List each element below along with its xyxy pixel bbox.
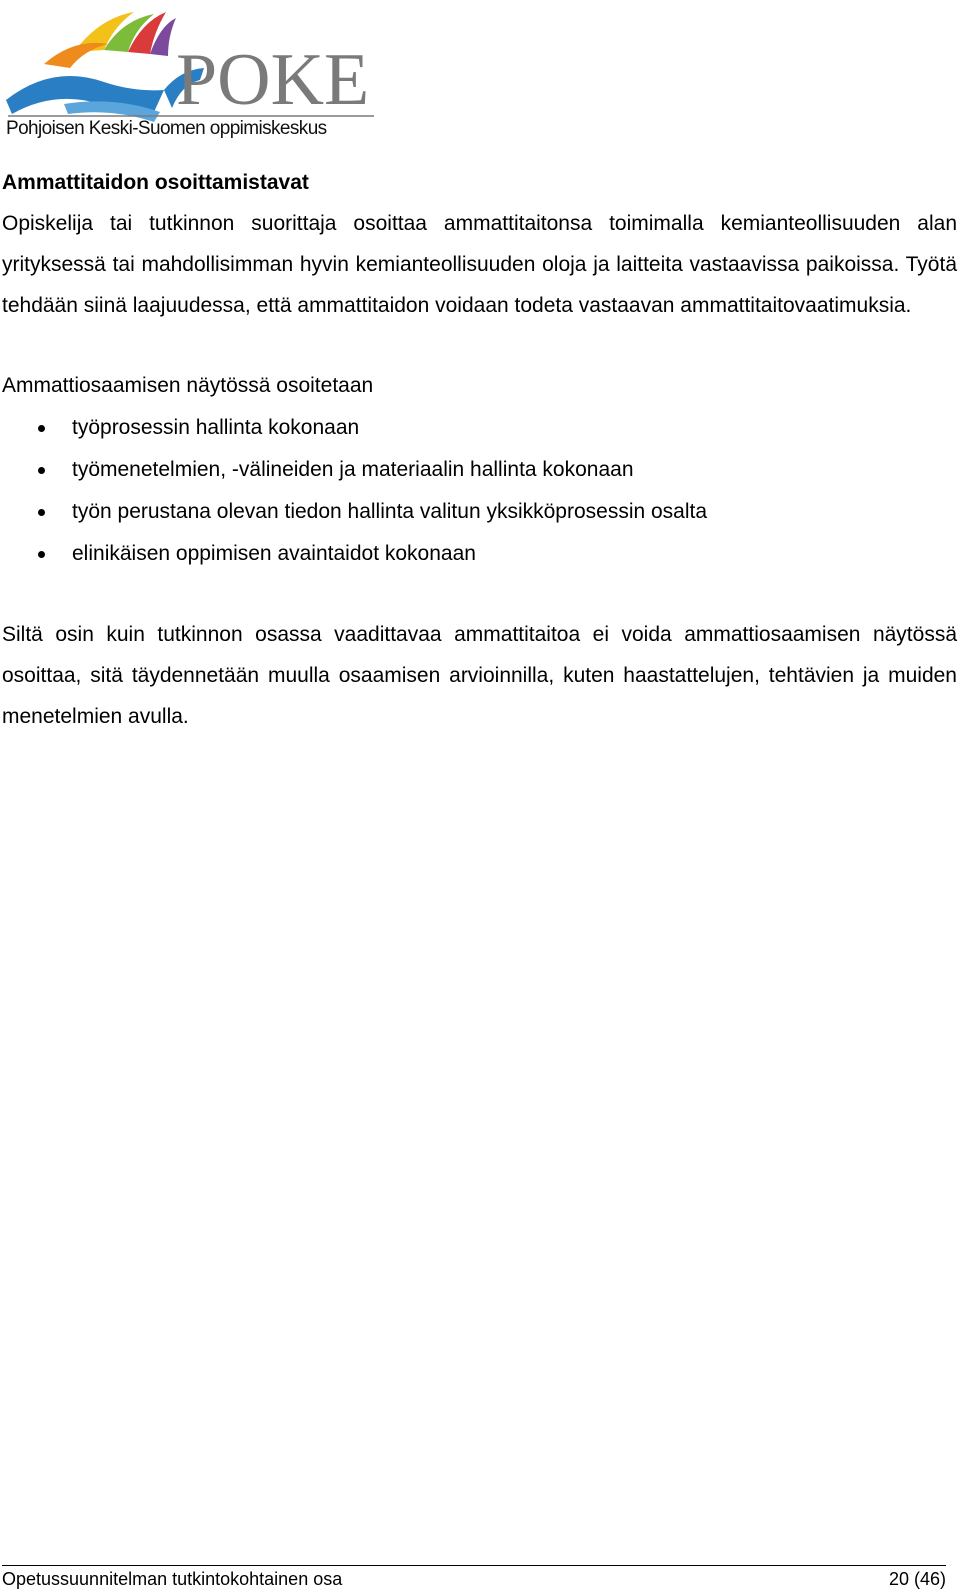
bullet-icon xyxy=(38,425,45,432)
document-body xyxy=(2,162,957,737)
logo-wordmark: POKE xyxy=(176,39,370,121)
bullet-list xyxy=(2,407,957,575)
page-footer xyxy=(2,1565,946,1594)
spacer xyxy=(2,326,957,365)
section-heading: Ammattitaidon osoittamistavat xyxy=(2,171,309,194)
bullet-icon xyxy=(38,551,45,558)
list-item xyxy=(2,449,957,491)
paragraph-supplementary-assessment: Siltä osin kuin tutkinnon osassa vaadittavaa ammattitaitoa ei voida ammattiosaamisen näytössä osoittaa, sitä täydennetään muulla osaamisen arvioinnilla, kuten haastattelujen, tehtävien ja muiden menetelmien avulla. xyxy=(2,623,957,728)
list-item-text: työprosessin hallinta kokonaan xyxy=(72,416,360,439)
logo-tagline: Pohjoisen Keski-Suomen oppimiskeskus xyxy=(6,118,327,138)
list-item xyxy=(2,491,957,533)
logo-graphic xyxy=(4,4,384,138)
list-item-text: työn perustana olevan tiedon hallinta valitun yksikköprosessin osalta xyxy=(72,500,708,523)
page-number: 20 (46) xyxy=(888,1569,946,1589)
paragraph-demonstration-methods: Opiskelija tai tutkinnon suorittaja osoittaa ammattitaitonsa toimimalla kemianteollisuuden alan yrityksessä tai mahdollisimman hyvin kemianteollisuuden oloja ja laitteita vastaavissa paikoissa. Työtä tehdään siinä laajuudessa, että ammattitaidon voidaan todeta vastaavan ammattitaitovaatimuksia. xyxy=(2,212,957,317)
list-item-text: elinikäisen oppimisen avaintaidot kokonaan xyxy=(72,542,476,565)
list-item xyxy=(2,533,957,575)
list-intro: Ammattiosaamisen näytössä osoitetaan xyxy=(2,374,374,397)
spacer xyxy=(2,575,957,614)
footer-document-title: Opetussuunnitelman tutkintokohtainen osa xyxy=(2,1569,343,1589)
list-item-text: työmenetelmien, -välineiden ja materiaalin hallinta kokonaan xyxy=(72,458,634,481)
poke-logo xyxy=(4,4,384,138)
bullet-icon xyxy=(38,509,45,516)
list-item xyxy=(2,407,957,449)
bullet-icon xyxy=(38,467,45,474)
